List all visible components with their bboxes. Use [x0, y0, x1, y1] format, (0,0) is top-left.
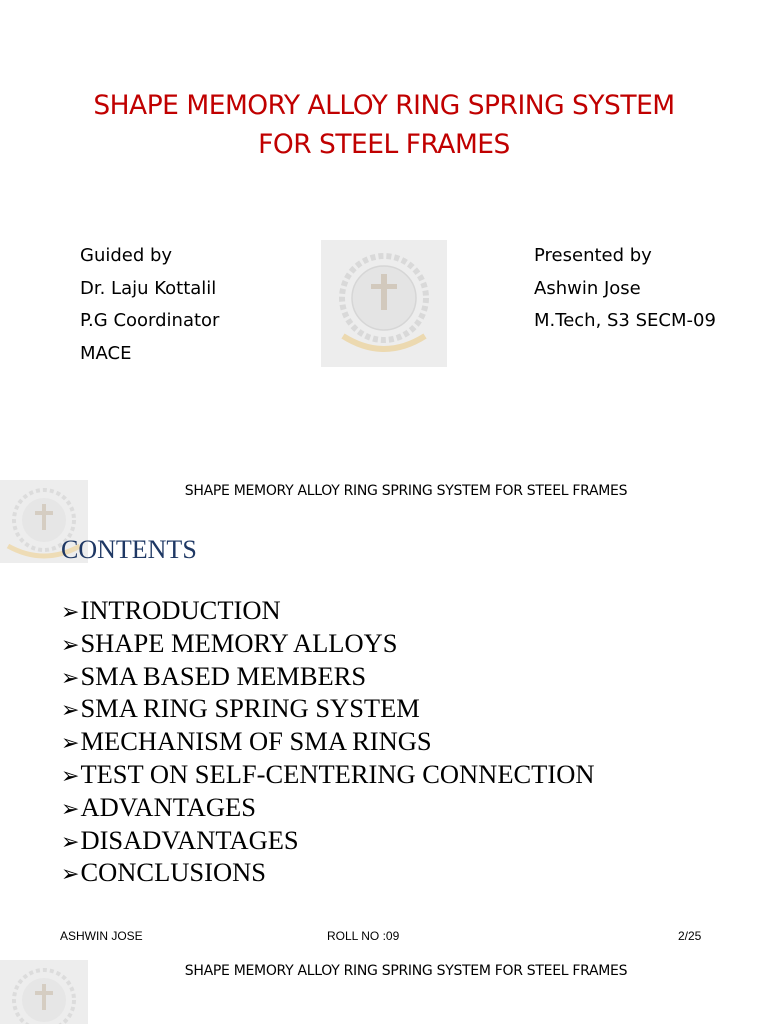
arrow-bullet-icon: ➢ [61, 861, 80, 887]
footer-roll-number: ROLL NO :09 [327, 929, 400, 943]
contents-slide [0, 440, 768, 960]
presented-by-block [534, 240, 716, 338]
footer-page-number: 2/25 [678, 929, 702, 943]
cut-off-heading [192, 1015, 462, 1024]
arrow-bullet-icon: ➢ [61, 631, 80, 657]
introduction-slide [0, 960, 768, 1024]
list-item: ➢SMA BASED MEMBERS [61, 660, 367, 691]
list-item: ➢INTRODUCTION [61, 595, 281, 625]
contents-list [61, 595, 594, 890]
list-item: ➢MECHANISM OF SMA RINGS [61, 726, 432, 757]
list-item: ➢CONCLUSIONS [61, 857, 266, 888]
arrow-bullet-icon: ➢ [61, 828, 80, 854]
slide-header: SHAPE MEMORY ALLOY RING SPRING SYSTEM FOR STEEL FRAMES [184, 963, 628, 979]
guide-institution: MACE [80, 342, 132, 364]
list-item: ➢DISADVANTAGES [61, 824, 299, 855]
presenter-program: M.Tech, S3 SECM-09 [534, 310, 716, 331]
slide-title [0, 86, 768, 164]
list-item: ➢TEST ON SELF-CENTERING CONNECTION [61, 758, 595, 789]
slide-header: SHAPE MEMORY ALLOY RING SPRING SYSTEM FOR STEEL FRAMES [184, 483, 628, 499]
presenter-name: Ashwin Jose [534, 277, 641, 299]
guide-role: P.G Coordinator [80, 310, 220, 331]
contents-heading: CONTENTS [61, 535, 197, 564]
arrow-bullet-icon: ➢ [61, 664, 80, 690]
title-line-1: SHAPE MEMORY ALLOY RING SPRING SYSTEM [93, 90, 675, 121]
college-emblem-icon [321, 240, 447, 367]
list-item: ➢SHAPE MEMORY ALLOYS [61, 627, 398, 658]
arrow-bullet-icon: ➢ [61, 697, 80, 723]
title-slide [0, 0, 768, 440]
title-line-2: FOR STEEL FRAMES [258, 129, 510, 160]
guided-by-label: Guided by [80, 245, 173, 266]
list-item: ➢ADVANTAGES [61, 791, 256, 822]
arrow-bullet-icon: ➢ [61, 599, 80, 624]
guide-name: Dr. Laju Kottalil [80, 277, 217, 299]
arrow-bullet-icon: ➢ [61, 762, 80, 788]
arrow-bullet-icon: ➢ [61, 795, 80, 821]
arrow-bullet-icon: ➢ [61, 730, 80, 756]
presented-by-label: Presented by [534, 245, 652, 266]
list-item: ➢SMA RING SPRING SYSTEM [61, 693, 420, 724]
footer-author: ASHWIN JOSE [60, 929, 143, 943]
guided-by-block [80, 240, 219, 370]
